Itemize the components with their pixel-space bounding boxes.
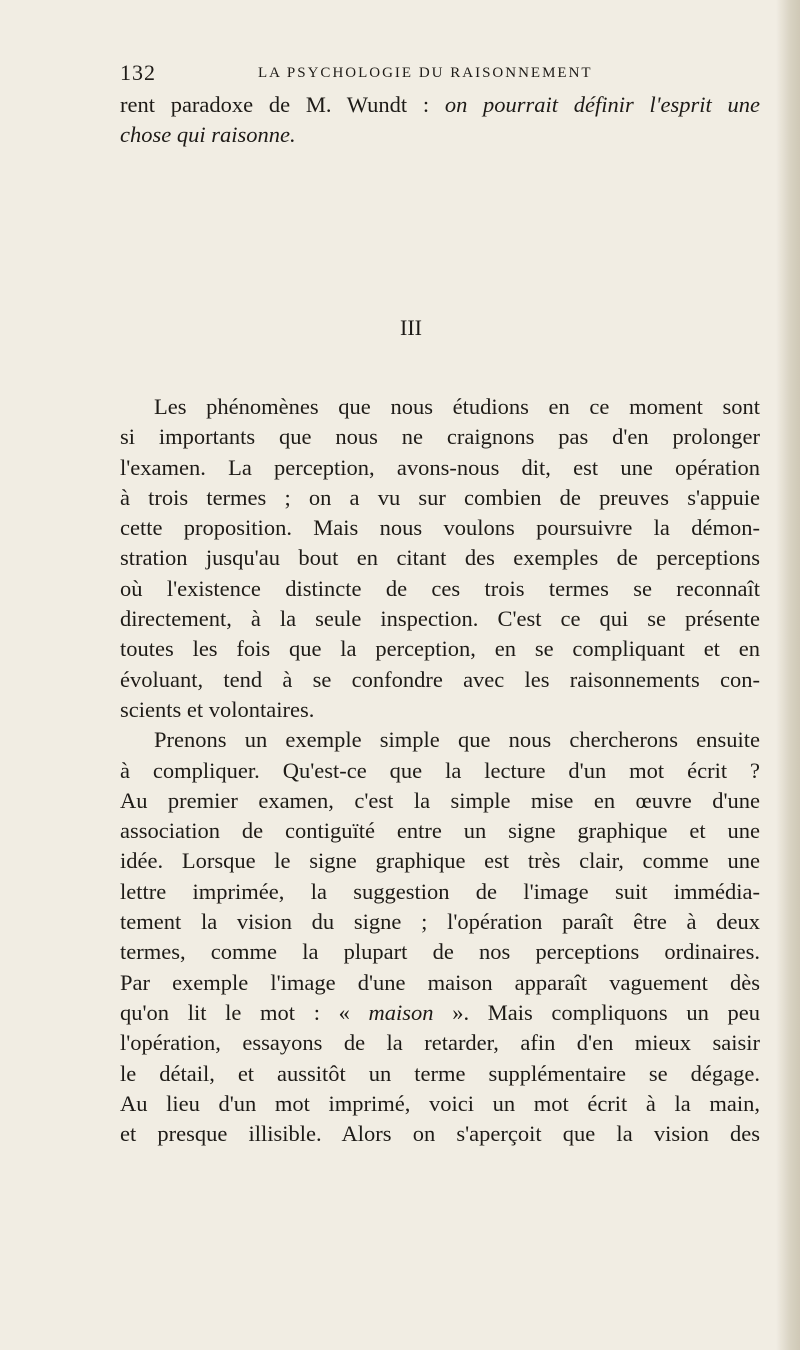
- text-line: idée. Lorsque le signe graphique est très clair, comme une: [120, 848, 760, 874]
- text-line: Au lieu d'un mot imprimé, voici un mot écrit à la main,: [120, 1090, 760, 1116]
- text-line: Au premier examen, c'est la simple mise en œuvre d'une: [120, 787, 760, 813]
- section-number: III: [400, 315, 422, 340]
- text-line: [120, 120, 760, 150]
- text-span: rent paradoxe de M. Wundt :: [120, 92, 445, 117]
- page-edge-shadow: [776, 0, 800, 1350]
- text-line: toutes les fois que la perception, en se compliquant et en: [120, 636, 760, 662]
- text-line: directement, à la seule inspection. C'est ce qui se présente: [120, 606, 760, 632]
- text-line: à trois termes ; on a vu sur combien de preuves s'appuie: [120, 484, 760, 510]
- page-number: 132: [120, 60, 156, 85]
- body-text: [120, 392, 760, 1149]
- text-line: lettre imprimée, la suggestion de l'image suit immédia-: [120, 878, 760, 904]
- text-line: association de contiguïté entre un signe graphique et une: [120, 818, 760, 844]
- opening-paragraph: [120, 90, 760, 151]
- text-line: Prenons un exemple simple que nous chercherons ensuite: [154, 727, 760, 753]
- text-line: [120, 90, 760, 120]
- text-span: ». Mais compliquons un peu: [433, 999, 760, 1025]
- text-line: et presque illisible. Alors on s'aperçoit que la vision des: [120, 1121, 760, 1147]
- text-span: qu'on lit le mot : «: [120, 999, 369, 1025]
- text-line: l'opération, essayons de la retarder, afin d'en mieux saisir: [120, 1030, 760, 1056]
- text-line: à compliquer. Qu'est-ce que la lecture d'un mot écrit ?: [120, 757, 760, 783]
- paragraph-2: [120, 725, 760, 1149]
- text-line: scients et volontaires.: [120, 696, 315, 722]
- running-title: LA PSYCHOLOGIE DU RAISONNEMENT: [258, 65, 593, 81]
- text-line: si importants que nous ne craignons pas d'en prolonger: [120, 424, 760, 450]
- text-line: l'examen. La perception, avons-nous dit, est une opération: [120, 454, 760, 480]
- text-line: tement la vision du signe ; l'opération paraît être à deux: [120, 909, 760, 935]
- running-head: [120, 60, 760, 90]
- text-line: Les phénomènes que nous étudions en ce moment sont: [154, 394, 760, 419]
- italic-word: maison: [368, 999, 434, 1025]
- italic-quote: on pourrait définir l'esprit une: [444, 92, 761, 117]
- italic-quote-end: chose qui raisonne.: [120, 122, 296, 148]
- text-line: cette proposition. Mais nous voulons poursuivre la démon-: [120, 515, 760, 541]
- text-line: le détail, et aussitôt un terme supplémentaire se dégage.: [120, 1060, 760, 1086]
- text-line: évoluant, tend à se confondre avec les raisonnements con-: [120, 666, 760, 692]
- text-line: termes, comme la plupart de nos perceptions ordinaires.: [120, 939, 760, 965]
- paragraph-1: [120, 392, 760, 725]
- text-line: [120, 998, 760, 1028]
- text-line: stration jusqu'au bout en citant des exemples de perceptions: [120, 545, 760, 571]
- text-line: où l'existence distincte de ces trois termes se reconnaît: [120, 575, 760, 601]
- text-line: Par exemple l'image d'une maison apparaît vaguement dès: [120, 969, 760, 995]
